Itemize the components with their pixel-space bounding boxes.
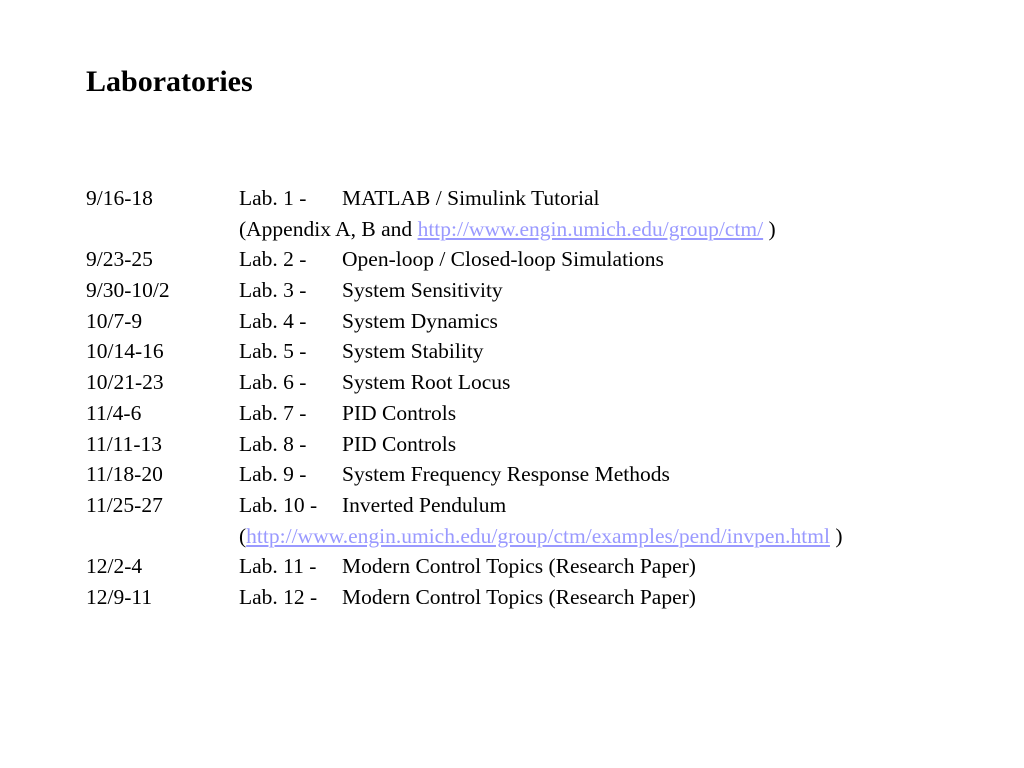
row-lab-number: Lab. 12 - xyxy=(239,584,318,609)
row-lab-number: Lab. 10 - xyxy=(239,492,318,517)
row-date: 11/25-27 xyxy=(86,492,163,517)
schedule-row xyxy=(86,275,1006,306)
schedule-row xyxy=(86,398,1006,429)
row-date: 10/7-9 xyxy=(86,308,143,333)
row-lab-number: Lab. 1 - xyxy=(239,186,307,210)
row-topic: Open-loop / Closed-loop Simulations xyxy=(342,247,664,272)
row-lab-number: Lab. 4 - xyxy=(239,308,307,333)
schedule-note-row xyxy=(86,521,1006,552)
page-title: Laboratories xyxy=(86,65,253,98)
row-date: 9/30-10/2 xyxy=(86,278,170,303)
note-suffix: ) xyxy=(829,523,843,548)
schedule-row xyxy=(86,367,1006,398)
note-suffix: ) xyxy=(763,216,776,241)
schedule-row xyxy=(86,306,1006,337)
row-lab-number: Lab. 3 - xyxy=(239,278,307,303)
row-date: 9/16-18 xyxy=(86,186,153,210)
row-topic: System Dynamics xyxy=(342,308,498,333)
row-topic: PID Controls xyxy=(342,400,457,425)
row-date: 11/18-20 xyxy=(86,462,163,487)
row-topic: PID Controls xyxy=(342,431,457,456)
schedule-row xyxy=(86,551,1006,582)
row-lab-number: Lab. 5 - xyxy=(239,339,307,364)
schedule-row xyxy=(86,429,1006,460)
row-note xyxy=(239,214,776,245)
note-prefix: ( xyxy=(239,523,247,548)
row-date: 12/2-4 xyxy=(86,554,143,579)
row-lab-number: Lab. 2 - xyxy=(239,247,307,272)
schedule-note-row xyxy=(86,214,1006,245)
row-lab-number: Lab. 8 - xyxy=(239,431,307,456)
row-lab-number: Lab. 9 - xyxy=(239,462,307,487)
row-topic: System Frequency Response Methods xyxy=(342,462,670,487)
row-topic: MATLAB / Simulink Tutorial xyxy=(342,186,600,210)
invpen-link[interactable]: http://www.engin.umich.edu/group/ctm/examples/pend/invpen.html xyxy=(246,523,830,548)
note-prefix: (Appendix A, B and xyxy=(239,216,418,241)
row-date: 9/23-25 xyxy=(86,247,153,272)
row-note xyxy=(239,521,843,552)
row-topic: System Sensitivity xyxy=(342,278,503,303)
row-date: 10/14-16 xyxy=(86,339,164,364)
row-lab-number: Lab. 6 - xyxy=(239,370,307,395)
schedule-row xyxy=(86,336,1006,367)
row-topic: System Stability xyxy=(342,339,484,364)
schedule-row xyxy=(86,459,1006,490)
row-date: 12/9-11 xyxy=(86,584,153,609)
row-topic: Inverted Pendulum xyxy=(342,492,507,517)
row-date: 10/21-23 xyxy=(86,370,164,395)
row-lab-number: Lab. 7 - xyxy=(239,400,307,425)
lab-schedule xyxy=(86,183,1006,613)
row-date: 11/4-6 xyxy=(86,400,142,425)
row-lab-number: Lab. 11 - xyxy=(239,554,317,579)
schedule-row xyxy=(86,490,1006,521)
schedule-row xyxy=(86,582,1006,613)
row-date: 11/11-13 xyxy=(86,431,163,456)
row-topic: System Root Locus xyxy=(342,370,511,395)
row-topic: Modern Control Topics (Research Paper) xyxy=(342,584,696,609)
schedule-row xyxy=(86,183,1006,214)
ctm-link[interactable]: http://www.engin.umich.edu/group/ctm/ xyxy=(417,216,764,241)
row-topic: Modern Control Topics (Research Paper) xyxy=(342,554,696,579)
schedule-row xyxy=(86,244,1006,275)
